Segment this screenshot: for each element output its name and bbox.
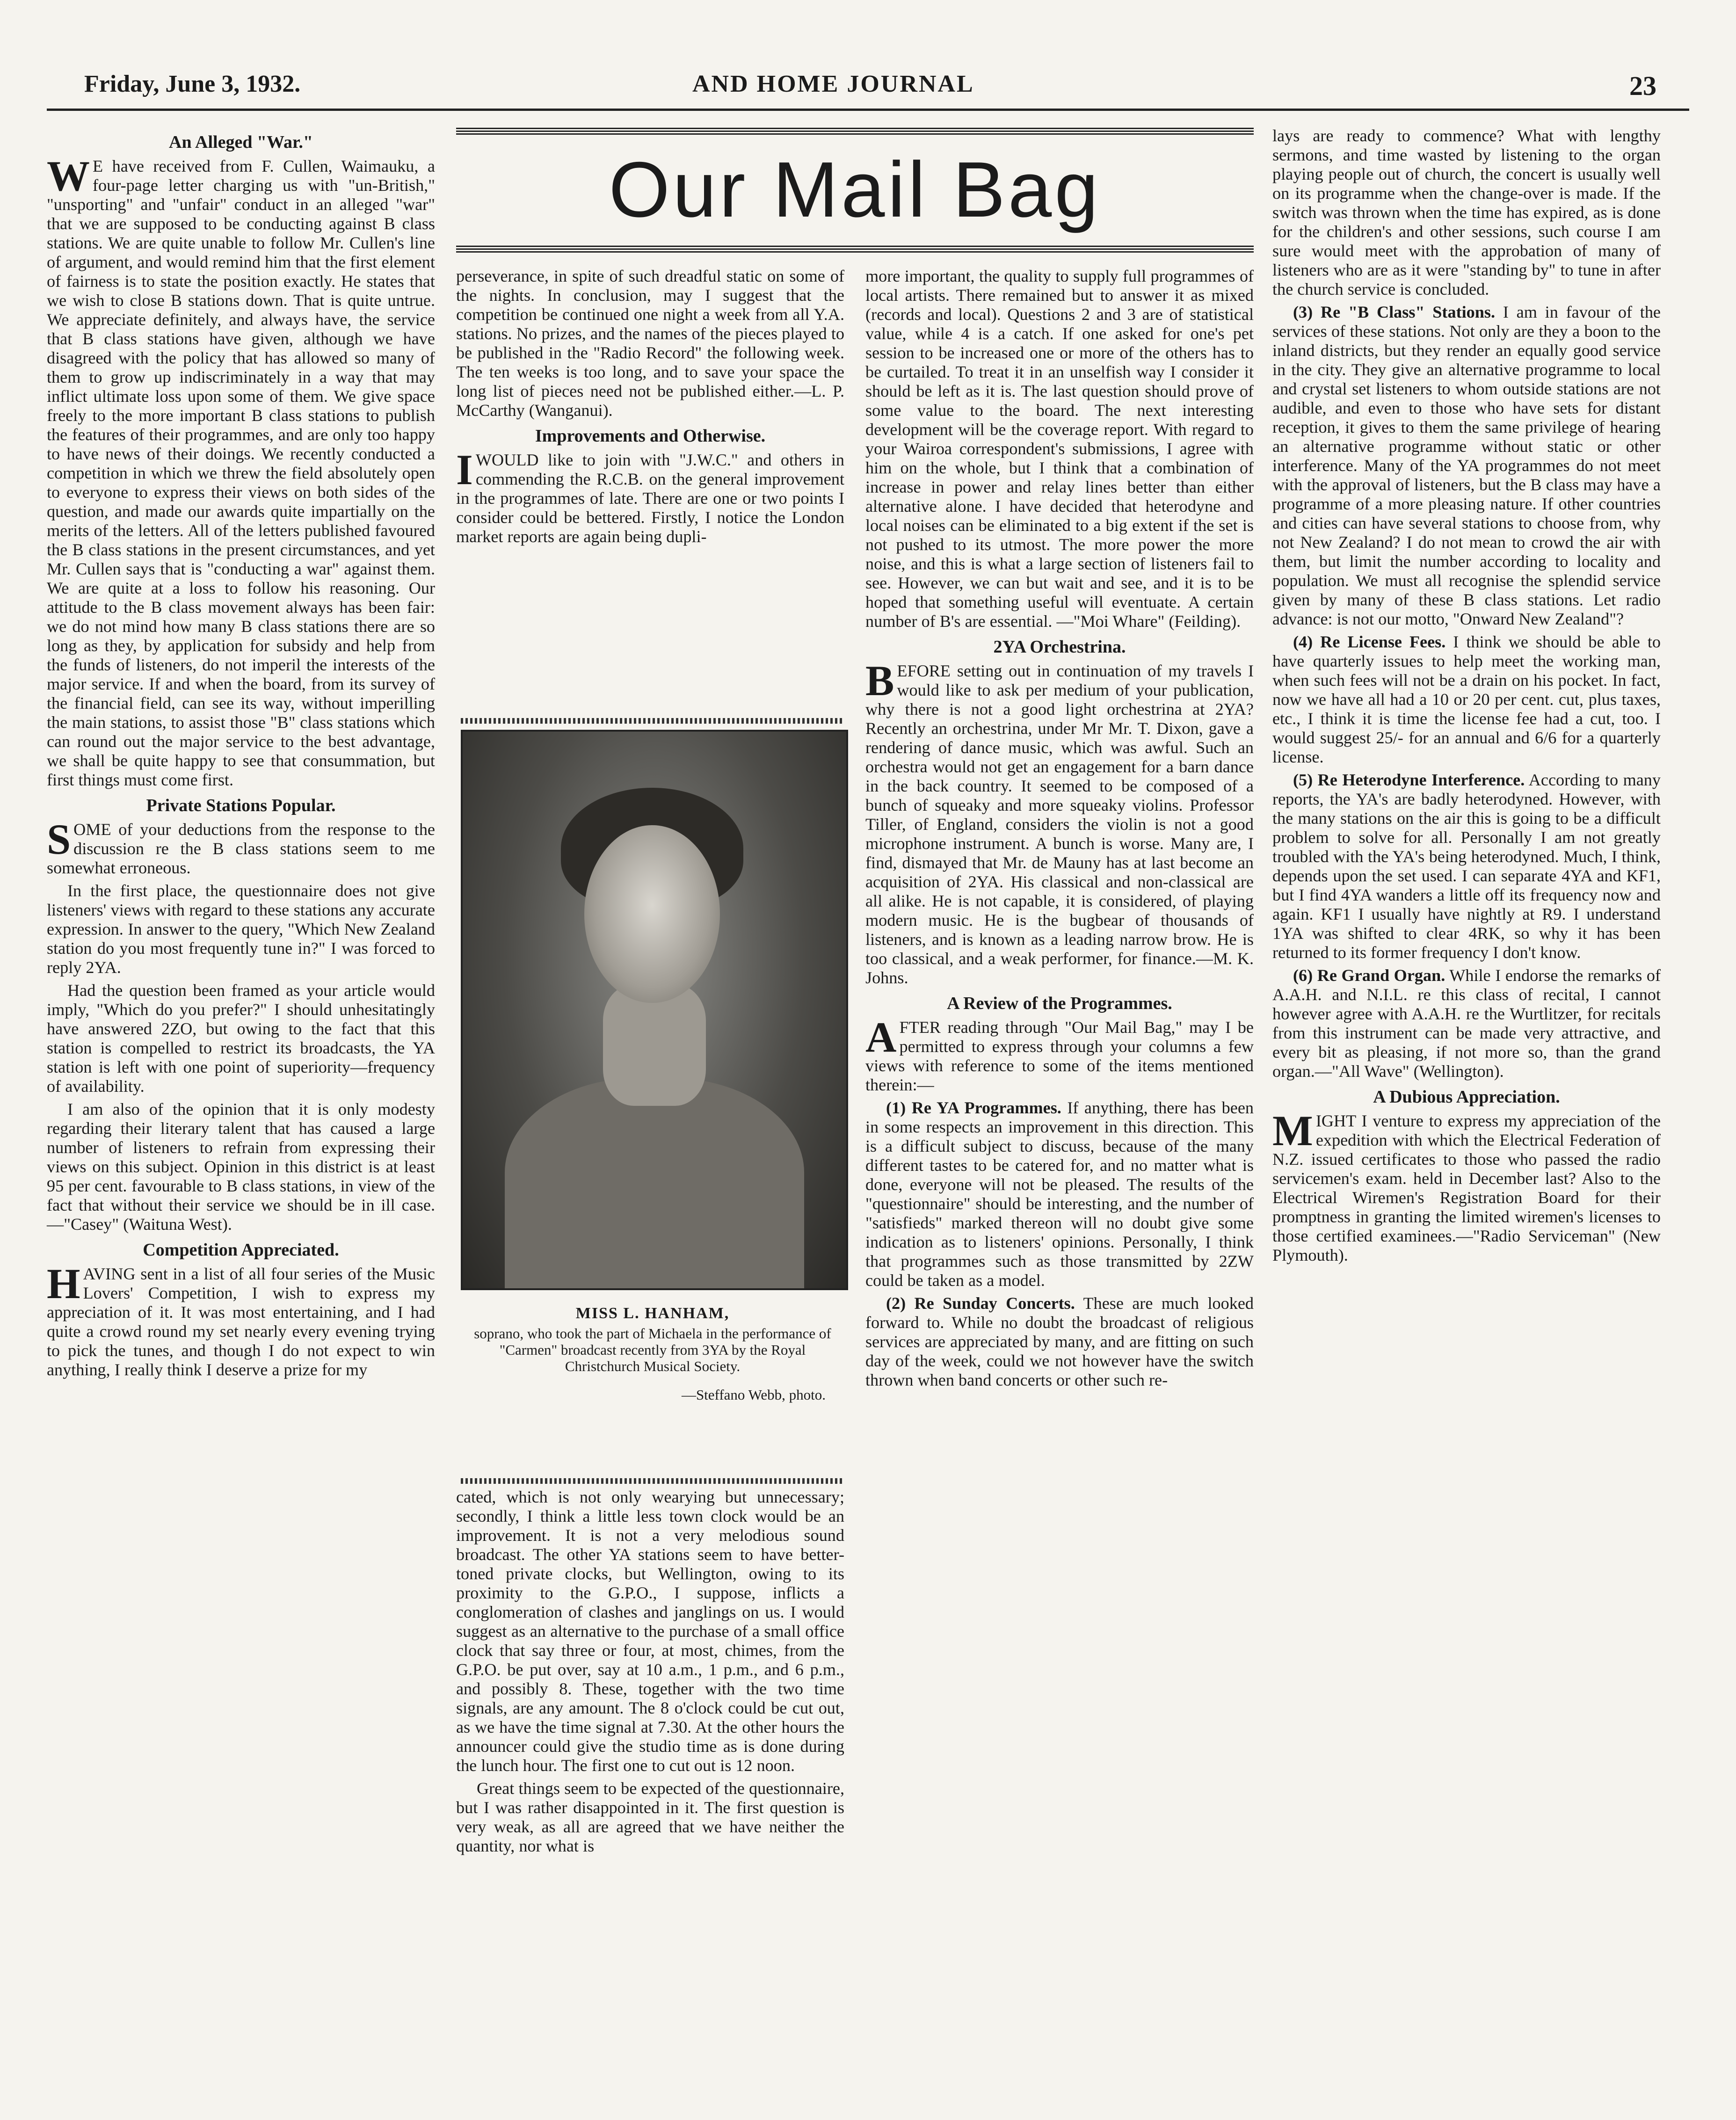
letter-dubious-appreciation: MIGHT I venture to express my appreciation of the expedition with which the Electrical Federation of N.Z. issued certificates to those who passed the radio servicemen's exam. held in December last? Also to the Electrical Wiremen's Registration Board for their promptness in granting the limited wiremen's licenses to those certified examinees.—"Radio Serviceman" (New Plymouth). <box>1272 1107 1661 1264</box>
caption-text: soprano, who took the part of Michaela in the performance of "Carmen" broadcast recently from 3YA by the Royal Christchurch Musical Society. <box>474 1325 831 1374</box>
heading-2ya-orchestrina: 2YA Orchestrina. <box>993 637 1126 657</box>
header-date: Friday, June 3, 1932. <box>84 71 301 97</box>
masthead-box <box>456 126 1254 253</box>
portrait-face <box>584 825 720 1003</box>
review-item-2: (2) Re Sunday Concerts. These are much looked forward to. While no doubt the broadcast of religious services are appreciated by many, and are fitting on such day of the week, could we not however have the switch thrown when band concerts or other such re- <box>865 1294 1254 1389</box>
masthead-rule-top <box>456 126 1254 135</box>
header-journal-title: AND HOME JOURNAL <box>692 71 974 97</box>
column-2-upper <box>456 267 844 550</box>
photo-divider-top <box>461 718 844 724</box>
letter-continuation-mccarthy: perseverance, in spite of such dreadful static on some of the nights. In conclusion, may I suggest that the competition be continued one night a week from all Y.A. stations. No prizes, and the names of the pieces played to be published in the "Radio Record" the following week. The ten weeks is too long, and to save your space the long list of pieces need not be published either.—L. P. McCarthy (Wanganui). <box>456 267 844 420</box>
review-item-2-continued: lays are ready to commence? What with lengthy sermons, and time wasted by listening to the organ playing people out of church, the concert is usually well on its programme when the change-over is made. If the switch was thrown when the time has expired, as is done for the children's and other sessions, such course I am sure would meet with the approbation of many of listeners who are as it were "standing by" to tune in after the church service is concluded. <box>1272 126 1661 298</box>
heading-review-programmes: A Review of the Programmes. <box>947 994 1172 1013</box>
heading-dubious-appreciation: A Dubious Appreciation. <box>1373 1087 1560 1107</box>
letter-improvements: I WOULD like to join with "J.W.C." and others in commending the R.C.B. on the general improvement in the programmes of late. There are one or two points I consider could be bettered. Firstly, I notice the London market reports are again being dupli- <box>456 446 844 546</box>
letter-orchestrina: BEFORE setting out in continuation of my travels I would like to ask per medium of your publication, why there is not a good light orchestrina at 2YA? Recently an orchestrina, under Mr Mr. T. Dixon, gave a rendering of dance music, which was awful. Such an orchestra would not get an engagement for a barn dance in the back country. It seemed to be composed of a bunch of squeaky and more squeaky violins. Professor Tiller, of England, considers the violin is not a good microphone instrument. A bunch is worse. Many are, I find, dismayed that Mr. de Mauny has at last become an acquisition of 2YA. His classical and non-classical are all alike. He is not capable, it is considered, of playing modern music. He is the bugbear of thousands of listeners, and is known as a leading narrow brow. He is too classical, and a weak performer, for finance.—M. K. Johns. <box>865 657 1254 987</box>
photo-caption <box>461 1305 844 1403</box>
letter-private-stations-2: In the first place, the questionnaire does not give listeners' views with regard to these stations any accurate expression. In answer to the query, "Which New Zealand station do you most frequently tune in?" I was forced to reply 2YA. <box>47 881 435 977</box>
column-4 <box>1272 126 1661 1269</box>
letter-improvements-continued: cated, which is not only wearying but unnecessary; secondly, I think a little less town clock would be an improvement. It is not a very melodious sound broadcast. The other YA stations seem to have better-toned private clocks, but Wellington, owing to its proximity to the G.P.O., I suppose, inflicts a conglomeration of clashes and janglings on us. I would suggest as an alternative to the purchase of a small office clock that say three or four, at most, chimes, from the G.P.O. be put over, say at 10 a.m., 1 p.m., and 6 p.m., and possibly 8. These, together with the two time signals, are any amount. The 8 o'clock could be cut out, as we have the time signal at 7.30. At the other hours the announcer could give the studio time as is done during the lunch hour. The first one to cut out is 12 noon. <box>456 1488 844 1775</box>
caption-credit: —Steffano Webb, photo. <box>681 1387 826 1403</box>
review-item-1: (1) Re YA Programmes. If anything, there has been in some respects an improvement in this direction. This is a difficult subject to discuss, because of the many different tastes to be catered for, and no matter what is done, everyone will not be pleased. The results of the "questionnaire" should be interesting, and the number of "satisfieds" marked thereon will no doubt give some indication as to listeners' opinions. Personally, I think that programmes such as those transmitted by 2ZW could be taken as a model. <box>865 1098 1254 1290</box>
letter-private-stations-4: I am also of the opinion that it is only modesty regarding their literary talent that has caused a large number of listeners to refrain from expressing their views on this subject. Opinion in this district is at least 95 per cent. favourable to B class stations, in view of the fact that without their service we should be in ill case.—"Casey" (Waituna West). <box>47 1100 435 1234</box>
photo-divider-bottom <box>461 1478 844 1484</box>
letter-improvements-questionnaire: Great things seem to be expected of the questionnaire, but I was rather disappointed in it. The first question is very weak, as all are agreed that we have neither the quantity, nor what is <box>456 1779 844 1855</box>
column-1 <box>47 126 435 1383</box>
review-item-4: (4) Re License Fees. I think we should be able to have quarterly issues to help meet the working man, when such fees will not be a drain on his pocket. In fact, now we have all had a 10 or 20 per cent. cut, plus taxes, etc., I think it is time the license fee had a cut, too. I would suggest 25/- for an annual and 6/6 for a quarterly license. <box>1272 632 1661 766</box>
page-number: 23 <box>1629 71 1656 101</box>
heading-alleged-war: An Alleged "War." <box>169 132 313 152</box>
masthead-rule-bottom <box>456 244 1254 253</box>
portrait-body <box>505 1078 804 1288</box>
letter-review-intro: AFTER reading through "Our Mail Bag," may I be permitted to express through your columns a few views with reference to some of the items mentioned therein:— <box>865 1013 1254 1094</box>
letter-competition: HAVING sent in a list of all four series of the Music Lovers' Competition, I wish to express my appreciation of it. It was most entertaining, and I had quite a crowd round my set nearly every evening trying to pick the tunes, and though I do not expect to win anything, I really think I deserve a prize for my <box>47 1260 435 1379</box>
letter-private-stations-3: Had the question been framed as your article would imply, "Which do you prefer?" I should unhesitatingly have answered 2ZO, but owing to the fact that this station is compelled to restrict its broadcasts, the YA station is left with one point of superiority—frequency of availability. <box>47 981 435 1096</box>
header-rule <box>47 109 1689 111</box>
review-item-5: (5) Re Heterodyne Interference. According to many reports, the YA's are badly heterodyned. However, with the many stations on the air this is going to be a difficult problem to solve for all. Personally I am not greatly troubled with the YA's being heterodyned. Much, I think, depends upon the set used. I can separate 4YA and KF1, but I find 4YA wanders a little off its frequency now and again. KF1 I usually have nightly at R9. I understand 1YA was shifted to clear 4RK, so why it has been returned to its former frequency I don't know. <box>1272 770 1661 962</box>
review-item-6: (6) Re Grand Organ. While I endorse the remarks of A.A.H. and N.I.L. re this class of recital, I cannot however agree with A.A.H. re the Wurtlitzer, for recitals from this instrument can be made very attractive, and every bit as pleasing, if not more so, than the grand organ.—"All Wave" (Wellington). <box>1272 966 1661 1081</box>
column-3 <box>865 267 1254 1394</box>
heading-competition-appreciated: Competition Appreciated. <box>143 1240 339 1260</box>
letter-moi-whare: more important, the quality to supply full programmes of local artists. There remained but to answer it as mixed (records and local). Questions 2 and 3 are of statistical value, while 4 is a catch. If one asked for one's pet session to be increased one or more of the others has to be curtailed. To treat it in an unselfish way I consider it should be left as it is. The last question should prove of some value to the board. The next interesting development will be the coverage report. With regard to your Wairoa correspondent's submissions, I agree with him on the whole, but I think that a combination of increase in power and relay lines better than either alternative alone. I have decided that heterodyne and local noises can be eliminated to a big extent if the set is not pushed to its utmost. The more power the more noise, and this is what a large section of listeners fail to see. However, we can but wait and see, and it is to be hoped that something useful will eventuate. A certain number of B's are essential. —"Moi Whare" (Feilding). <box>865 267 1254 631</box>
letter-private-stations-1: SOME of your deductions from the response to the discussion re the B class stations seem to me somewhat erroneous. <box>47 815 435 877</box>
heading-private-stations: Private Stations Popular. <box>146 796 336 815</box>
column-2-lower <box>456 1488 844 1859</box>
article-alleged-war: W E have received from F. Cullen, Waimauku, a four-page letter charging us with "un-British," "unsporting" and "unfair" conduct in an alleged "war" that we are supposed to be conducting against B class stations. We are quite unable to follow Mr. Cullen's line of argument, and would remind him that the first element of fairness is to state the position exactly. He states that we wish to close B stations down. That is quite untrue. We appreciate definitely, and always have, the service that B class stations have given, although we have disagreed with the policy that has allowed so many of them to grow up indiscriminately in a way that may inflict ultimate loss upon some of them. We give space freely to the more important B class stations to publish the features of their programmes, and are only too happy to have news of their doings. We recently conducted a competition in which we threw the field absolutely open to everyone to express their views on both sides of the question, and made our awards quite impartially on the merits of the letters. All of the letters published favoured the B class stations in the present circumstances, and yet Mr. Cullen says that is "conducting a war" against them. We are quite at a loss to follow his reasoning. Our attitude to the B class movement always has been fair: we do not mind how many B class stations there are so long as they, by application for subsidy and help from the funds of listeners, do not imperil the interests of the major service. If and when the board, from its survey of the financial field, can see its way, without imperilling the main stations, to assist those "B" class stations which can round out the major service to the best advantage, we shall be quite happy to see that consummation, but first things must come first. <box>47 152 435 789</box>
caption-name: MISS L. HANHAM, <box>575 1305 730 1322</box>
portrait-photo <box>461 730 848 1290</box>
heading-improvements: Improvements and Otherwise. <box>535 426 766 446</box>
review-item-3: (3) Re "B Class" Stations. I am in favour of the services of these stations. Not only are they a boon to the inland districts, but they render an equally good service in the city. They give an alternative programme to local and crystal set listeners to whom outside stations are not audible, and even to those who have sets for distant reception, it gives to them the same privilege of hearing an alternative programme without static or other interference. Many of the YA programmes do not meet with the approval of listeners, but the B class may have a programme of a more pleasing nature. If other countries and cities can have several stations to choose from, why not New Zealand? I do not mean to crowd the air with them, but limit the number according to locality and population. We must all recognise the splendid service given by many of these B class stations. Let radio advance: is not our motto, "Onward New Zealand"? <box>1272 303 1661 628</box>
masthead-title: Our Mail Bag <box>609 145 1101 233</box>
